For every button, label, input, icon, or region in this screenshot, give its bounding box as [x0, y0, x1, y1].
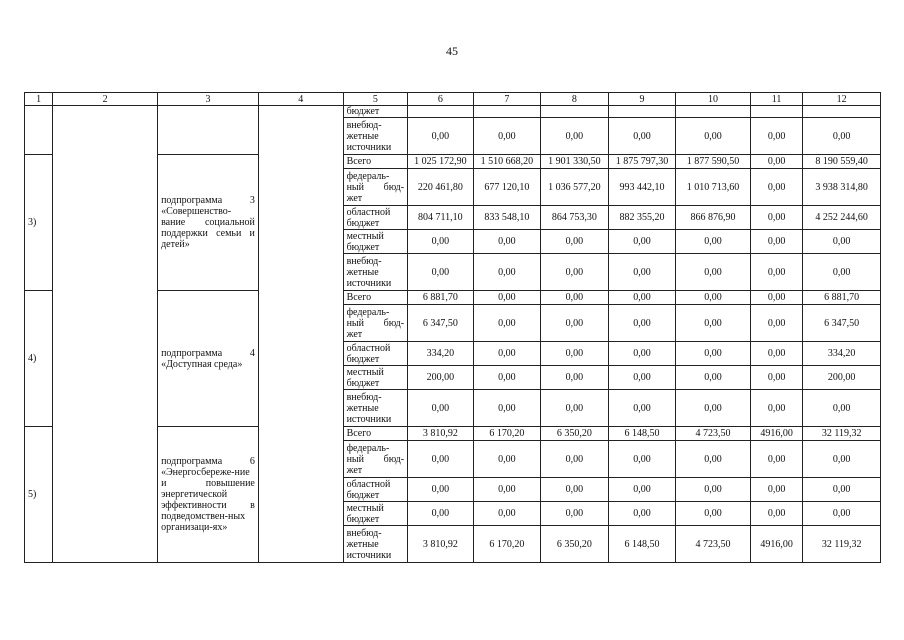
value-cell: 0,00 [750, 441, 802, 478]
value-cell: 0,00 [608, 390, 676, 427]
col2-cont [53, 106, 158, 563]
source-line: источники [346, 141, 392, 153]
value-cell: 6 881,70 [803, 291, 881, 305]
value-cell: 200,00 [803, 366, 881, 390]
subprogram-number: 3) [25, 155, 53, 291]
value-cell [408, 106, 474, 118]
value-cell: 0,00 [473, 342, 541, 366]
value-cell: 0,00 [473, 502, 541, 526]
source-cell [343, 291, 408, 305]
value-cell: 0,00 [408, 502, 474, 526]
value-cell: 1 510 668,20 [473, 155, 541, 169]
col1-cont [25, 106, 53, 155]
value-cell: 0,00 [473, 305, 541, 342]
subprogram-title: подпрограмма 3 «Совершенство-вание социальной поддержки семьи и детей» [158, 155, 259, 291]
value-cell: 0,00 [608, 502, 676, 526]
value-cell: 882 355,20 [608, 206, 676, 230]
source-line: бюджет [346, 241, 380, 253]
source-cell [343, 342, 408, 366]
header-cell: 1 [25, 93, 53, 106]
value-cell: 334,20 [803, 342, 881, 366]
value-cell: 0,00 [750, 291, 802, 305]
value-cell: 0,00 [750, 206, 802, 230]
value-cell: 6 881,70 [408, 291, 474, 305]
value-cell: 0,00 [408, 478, 474, 502]
header-cell: 9 [608, 93, 676, 106]
value-cell: 0,00 [608, 441, 676, 478]
source-line: источники [346, 277, 392, 289]
value-cell: 334,20 [408, 342, 474, 366]
value-cell: 0,00 [803, 118, 881, 155]
value-cell: 0,00 [676, 502, 751, 526]
value-cell: 0,00 [750, 305, 802, 342]
value-cell: 0,00 [676, 305, 751, 342]
value-cell: 0,00 [541, 342, 609, 366]
value-cell: 0,00 [676, 390, 751, 427]
source-cell [343, 478, 408, 502]
value-cell: 833 548,10 [473, 206, 541, 230]
value-cell: 1 025 172,90 [408, 155, 474, 169]
value-cell: 0,00 [676, 291, 751, 305]
value-cell: 0,00 [473, 291, 541, 305]
value-cell: 4 723,50 [676, 427, 751, 441]
value-cell: 0,00 [541, 305, 609, 342]
value-cell: 0,00 [608, 291, 676, 305]
source-line: жет [346, 464, 363, 476]
value-cell: 1 010 713,60 [676, 169, 751, 206]
value-cell: 0,00 [803, 230, 881, 254]
value-cell: 0,00 [541, 291, 609, 305]
source-line: жет [346, 328, 363, 340]
value-cell: 6 148,50 [608, 526, 676, 563]
source-line: федераль- [346, 306, 390, 318]
value-cell [750, 106, 802, 118]
value-cell: 0,00 [750, 342, 802, 366]
value-cell: 4916,00 [750, 427, 802, 441]
value-cell: 0,00 [676, 230, 751, 254]
source-line: бюджет [346, 489, 380, 501]
value-cell: 0,00 [541, 441, 609, 478]
col4-cont [258, 106, 343, 563]
value-cell [803, 106, 881, 118]
header-cell: 8 [541, 93, 609, 106]
table-body [25, 93, 881, 563]
source-cell [343, 118, 408, 155]
source-line: ный бюд- [346, 453, 405, 465]
value-cell: 0,00 [750, 155, 802, 169]
value-cell: 804 711,10 [408, 206, 474, 230]
source-line: областной [346, 206, 391, 218]
value-cell: 0,00 [408, 390, 474, 427]
value-cell: 0,00 [750, 230, 802, 254]
source-cell [343, 441, 408, 478]
continued-row-lead [25, 106, 881, 118]
value-cell: 0,00 [541, 118, 609, 155]
source-line: внебюд- [346, 255, 382, 267]
value-cell: 1 036 577,20 [541, 169, 609, 206]
value-cell: 6 347,50 [803, 305, 881, 342]
source-line: источники [346, 413, 392, 425]
value-cell [608, 106, 676, 118]
source-line: федераль- [346, 170, 390, 182]
source-line: жетные [346, 266, 379, 278]
source-line: местный [346, 366, 384, 378]
value-cell: 0,00 [608, 478, 676, 502]
source-line: бюджет [346, 377, 380, 389]
source-line: областной [346, 478, 391, 490]
value-cell: 0,00 [541, 230, 609, 254]
header-cell: 5 [343, 93, 408, 106]
header-row [25, 93, 881, 106]
value-cell: 6 170,20 [473, 526, 541, 563]
source-line: ный бюд- [346, 317, 405, 329]
value-cell: 0,00 [750, 118, 802, 155]
source-line: внебюд- [346, 391, 382, 403]
value-cell: 0,00 [408, 441, 474, 478]
value-cell: 32 119,32 [803, 526, 881, 563]
source-cell [343, 502, 408, 526]
header-cell: 3 [158, 93, 259, 106]
value-cell: 6 170,20 [473, 427, 541, 441]
value-cell: 0,00 [473, 478, 541, 502]
value-cell: 0,00 [803, 502, 881, 526]
source-line: местный [346, 502, 384, 514]
source-line: ный бюд- [346, 181, 405, 193]
value-cell: 0,00 [676, 342, 751, 366]
value-cell: 0,00 [473, 366, 541, 390]
value-cell: 0,00 [473, 254, 541, 291]
source-cell [343, 254, 408, 291]
source-cell [343, 169, 408, 206]
value-cell: 0,00 [750, 478, 802, 502]
header-cell: 11 [750, 93, 802, 106]
value-cell: 0,00 [541, 254, 609, 291]
value-cell: 993 442,10 [608, 169, 676, 206]
header-cell: 12 [803, 93, 881, 106]
value-cell: 6 148,50 [608, 427, 676, 441]
value-cell: 0,00 [473, 118, 541, 155]
value-cell: 0,00 [541, 366, 609, 390]
value-cell: 677 120,10 [473, 169, 541, 206]
value-cell: 0,00 [676, 366, 751, 390]
source-line: бюджет [346, 513, 380, 525]
source-cell: бюджет [343, 106, 408, 118]
value-cell: 6 350,20 [541, 526, 609, 563]
source-cell [343, 366, 408, 390]
value-cell: 0,00 [608, 230, 676, 254]
value-cell [541, 106, 609, 118]
value-cell: 0,00 [676, 254, 751, 291]
value-cell: 200,00 [408, 366, 474, 390]
source-cell [343, 305, 408, 342]
source-line: внебюд- [346, 119, 382, 131]
source-line: Всего [346, 292, 372, 303]
source-line: Всего [346, 428, 372, 439]
source-line: областной [346, 342, 391, 354]
header-cell: 7 [473, 93, 541, 106]
value-cell: 6 347,50 [408, 305, 474, 342]
value-cell: 0,00 [676, 441, 751, 478]
source-line: внебюд- [346, 527, 382, 539]
value-cell: 0,00 [608, 305, 676, 342]
value-cell: 8 190 559,40 [803, 155, 881, 169]
value-cell: 0,00 [750, 169, 802, 206]
source-line: Всего [346, 156, 372, 167]
value-cell: 0,00 [408, 254, 474, 291]
page-number: 45 [446, 44, 458, 58]
value-cell [473, 106, 541, 118]
header-cell: 10 [676, 93, 751, 106]
value-cell: 0,00 [541, 390, 609, 427]
source-line: жетные [346, 402, 379, 414]
source-cell [343, 230, 408, 254]
value-cell: 1 877 590,50 [676, 155, 751, 169]
subprogram-title: подпрограмма 4 «Доступная среда» [158, 291, 259, 427]
value-cell: 220 461,80 [408, 169, 474, 206]
value-cell: 1 875 797,30 [608, 155, 676, 169]
value-cell: 0,00 [408, 230, 474, 254]
subprogram-number: 5) [25, 427, 53, 563]
value-cell: 3 938 314,80 [803, 169, 881, 206]
value-cell: 4916,00 [750, 526, 802, 563]
value-cell: 0,00 [750, 390, 802, 427]
col3-cont [158, 106, 259, 155]
header-cell: 4 [258, 93, 343, 106]
source-cell [343, 390, 408, 427]
value-cell: 0,00 [541, 502, 609, 526]
value-cell: 0,00 [608, 366, 676, 390]
value-cell: 0,00 [676, 118, 751, 155]
value-cell: 0,00 [473, 441, 541, 478]
value-cell: 0,00 [608, 254, 676, 291]
subprogram-title: подпрограмма 6 «Энергосбереже-ние и повышение энергетической эффективности в подведомствен-ных организаци-ях» [158, 427, 259, 563]
value-cell: 4 252 244,60 [803, 206, 881, 230]
value-cell: 0,00 [473, 230, 541, 254]
value-cell: 0,00 [408, 118, 474, 155]
value-cell: 0,00 [750, 366, 802, 390]
value-cell: 0,00 [608, 342, 676, 366]
value-cell: 0,00 [803, 254, 881, 291]
source-line: жет [346, 192, 363, 204]
header-cell: 6 [408, 93, 474, 106]
source-line: бюджет [346, 353, 380, 365]
source-line: жетные [346, 130, 379, 142]
source-line: федераль- [346, 442, 390, 454]
value-cell: 3 810,92 [408, 427, 474, 441]
value-cell: 0,00 [750, 502, 802, 526]
source-line: жетные [346, 538, 379, 550]
value-cell: 6 350,20 [541, 427, 609, 441]
value-cell: 0,00 [676, 478, 751, 502]
value-cell: 0,00 [608, 118, 676, 155]
value-cell: 866 876,90 [676, 206, 751, 230]
source-cell [343, 427, 408, 441]
source-cell [343, 206, 408, 230]
value-cell: 32 119,32 [803, 427, 881, 441]
value-cell: 864 753,30 [541, 206, 609, 230]
value-cell: 0,00 [541, 478, 609, 502]
source-line: местный [346, 230, 384, 242]
value-cell: 4 723,50 [676, 526, 751, 563]
value-cell: 0,00 [803, 441, 881, 478]
subprogram-number: 4) [25, 291, 53, 427]
source-cell [343, 526, 408, 563]
value-cell: 3 810,92 [408, 526, 474, 563]
value-cell: 0,00 [803, 390, 881, 427]
budget-table [24, 92, 881, 563]
source-cell [343, 155, 408, 169]
value-cell: 0,00 [803, 478, 881, 502]
source-line: бюджет [346, 217, 380, 229]
value-cell [676, 106, 751, 118]
value-cell: 0,00 [750, 254, 802, 291]
header-cell: 2 [53, 93, 158, 106]
value-cell: 0,00 [473, 390, 541, 427]
source-line: источники [346, 549, 392, 561]
value-cell: 1 901 330,50 [541, 155, 609, 169]
